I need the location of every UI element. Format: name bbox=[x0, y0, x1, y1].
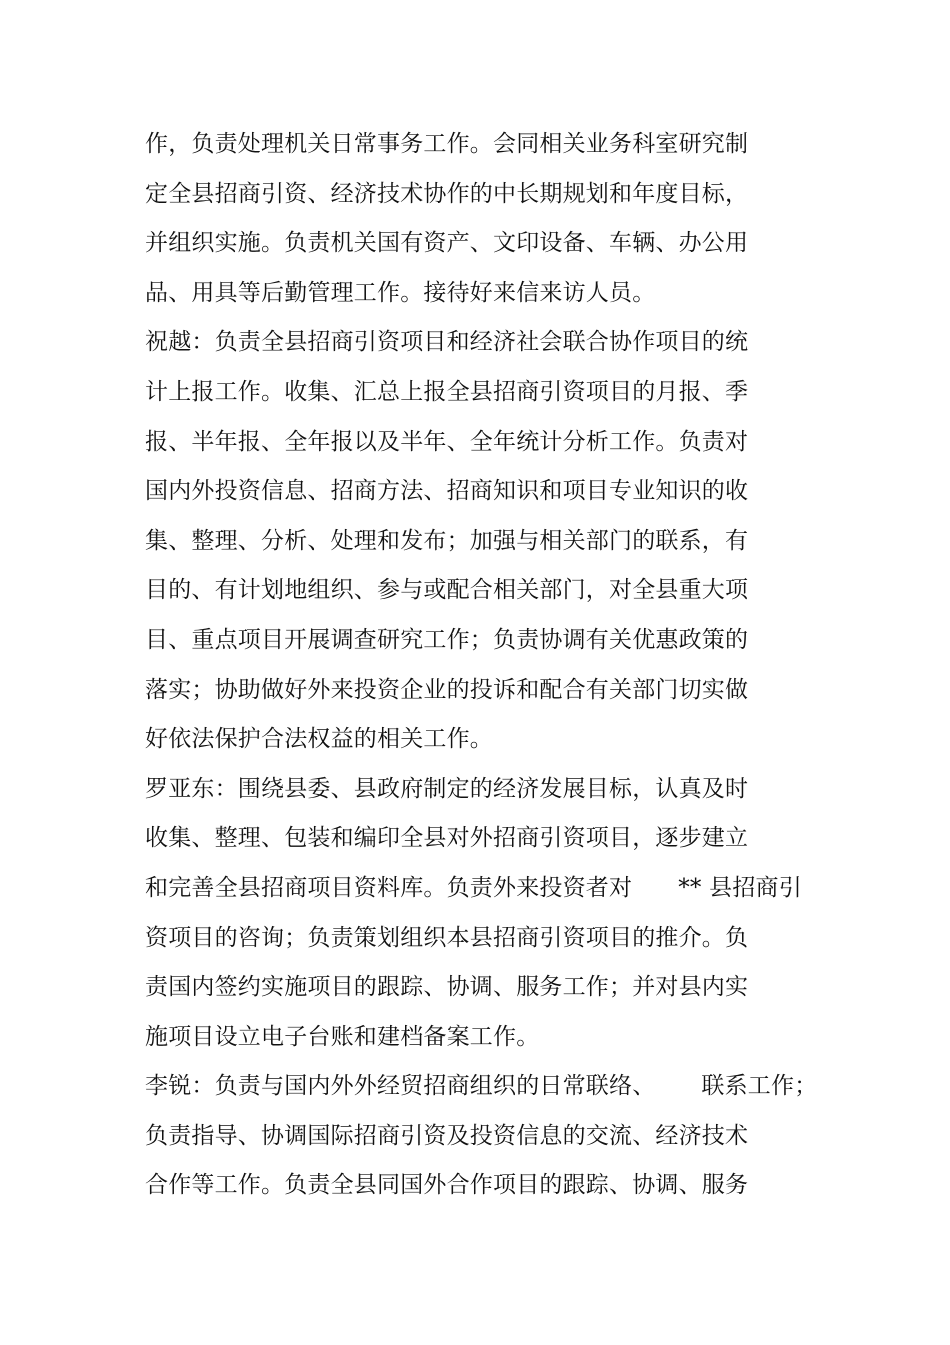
text-segment: 联系工作； bbox=[701, 1073, 818, 1100]
text-line: 作，负责处理机关日常事务工作。会同相关业务科室研究制 bbox=[145, 131, 749, 157]
text-line: 合作等工作。负责全县同国外合作项目的跟踪、协调、服务 bbox=[145, 1172, 749, 1199]
text-line: 落实；协助做好外来投资企业的投诉和配合有关部门切实做 bbox=[145, 676, 749, 703]
text-line: 施项目设立电子台账和建档备案工作。 bbox=[145, 1023, 540, 1050]
text-segment: ** 县招商引 bbox=[678, 874, 802, 901]
text-line: 责国内签约实施项目的跟踪、协调、服务工作；并对县内实 bbox=[145, 974, 749, 1001]
text-line: 报、半年报、全年报以及半年、全年统计分析工作。负责对 bbox=[145, 428, 749, 455]
text-line: 定全县招商引资、经济技术协作的中长期规划和年度目标， bbox=[145, 180, 749, 207]
text-line: 目的、有计划地组织、参与或配合相关部门，对全县重大项 bbox=[145, 577, 749, 604]
text-line: 目、重点项目开展调查研究工作；负责协调有关优惠政策的 bbox=[145, 626, 749, 653]
body-text bbox=[145, 120, 835, 1211]
text-line: 并组织实施。负责机关国有资产、文印设备、车辆、办公用 bbox=[145, 230, 749, 257]
text-line: 集、整理、分析、处理和发布；加强与相关部门的联系，有 bbox=[145, 527, 749, 554]
text-line: 好依法保护合法权益的相关工作。 bbox=[145, 726, 493, 753]
text-line: 罗亚东：围绕县委、县政府制定的经济发展目标，认真及时 bbox=[145, 775, 749, 802]
text-line: 国内外投资信息、招商方法、招商知识和项目专业知识的收 bbox=[145, 478, 749, 505]
text-segment: 和完善全县招商项目资料库。负责外来投资者对 bbox=[145, 874, 633, 901]
text-segment: 李锐：负责与国内外外经贸招商组织的日常联络、 bbox=[145, 1073, 656, 1100]
text-line: 收集、整理、包装和编印全县对外招商引资项目，逐步建立 bbox=[145, 825, 749, 852]
text-line-split bbox=[145, 864, 835, 914]
text-line: 负责指导、协调国际招商引资及投资信息的交流、经济技术 bbox=[145, 1122, 749, 1149]
text-line: 计上报工作。收集、汇总上报全县招商引资项目的月报、季 bbox=[145, 378, 749, 405]
text-line-split bbox=[145, 1062, 835, 1112]
text-line: 祝越：负责全县招商引资项目和经济社会联合协作项目的统 bbox=[145, 329, 749, 356]
text-line: 资项目的咨询；负责策划组织本县招商引资项目的推介。负 bbox=[145, 924, 749, 951]
text-line: 品、用具等后勤管理工作。接待好来信来访人员。 bbox=[145, 279, 656, 306]
